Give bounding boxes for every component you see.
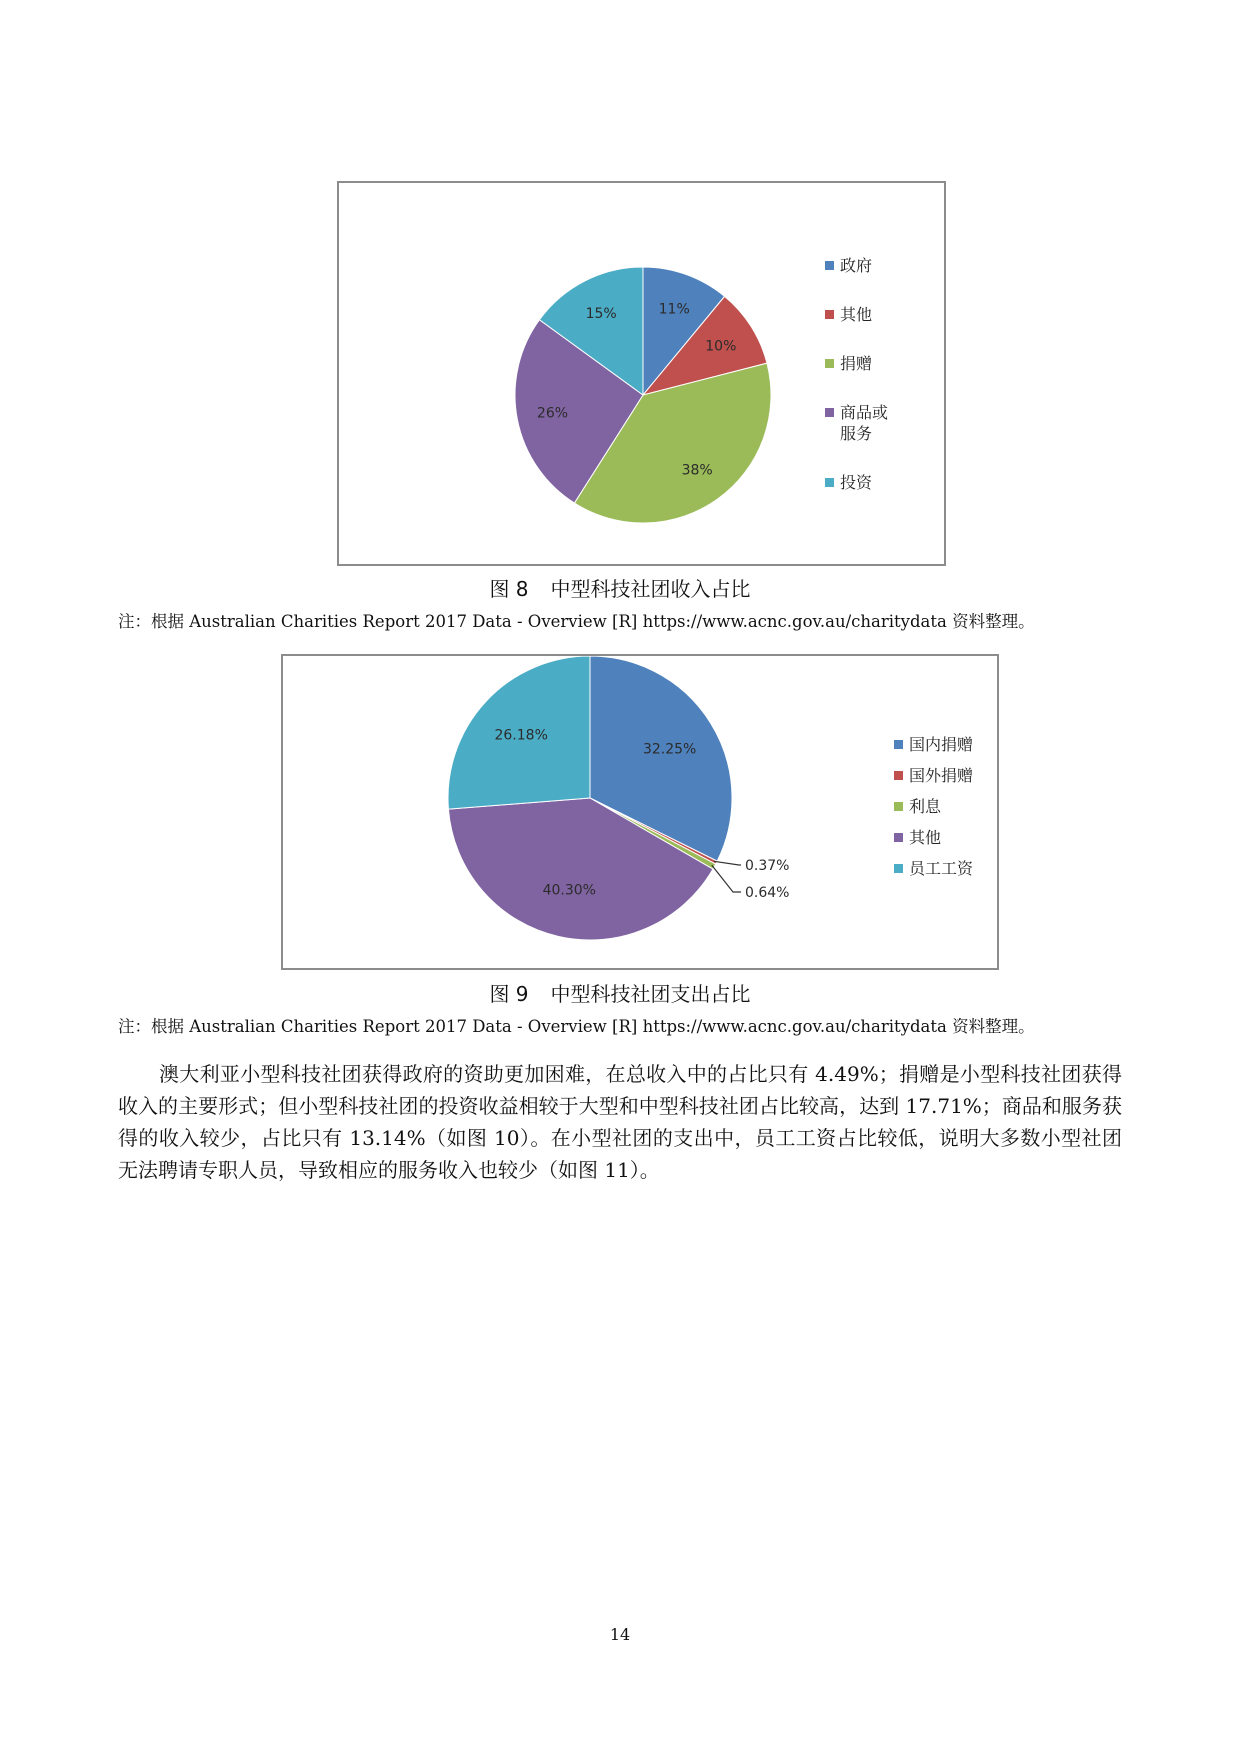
legend-swatch-9-1 [894, 771, 903, 780]
legend-label-8-0: 政府 [840, 256, 873, 275]
figure-8-note: 注：根据 Australian Charities Report 2017 Data - Overview [R] https://www.acnc.gov.au/charitydata 资料整理。 [118, 612, 1035, 631]
legend-swatch-8-4 [825, 478, 834, 487]
figure-9-note: 注：根据 Australian Charities Report 2017 Data - Overview [R] https://www.acnc.gov.au/charitydata 资料整理。 [118, 1017, 1035, 1036]
legend-swatch-8-2 [825, 359, 834, 368]
leader-line-9-2 [712, 865, 741, 892]
expense-pie-svg [283, 656, 997, 968]
income-pie-chart [337, 181, 946, 566]
legend-label-8-1: 其他 [840, 305, 873, 324]
figure-9-number: 图 9 [489, 982, 529, 1006]
page-number: 14 [609, 1625, 631, 1644]
slice-label-9-0: 32.25% [642, 741, 697, 758]
slice-label-8-1: 10% [705, 338, 737, 355]
legend-label-9-3: 其他 [909, 828, 942, 847]
legend-label-8-3: 服务 [840, 424, 873, 443]
slice-label-9-1: 0.37% [745, 858, 790, 874]
slice-label-8-2: 38% [681, 462, 713, 479]
slice-label-8-4: 15% [585, 305, 617, 322]
legend-label-9-0: 国内捐赠 [909, 735, 974, 754]
figure-8-number: 图 8 [489, 577, 529, 601]
slice-label-9-3: 40.30% [542, 882, 596, 899]
body-paragraph: 澳大利亚小型科技社团获得政府的资助更加困难，在总收入中的占比只有 4.49%；捐赠是小型科技社团获得收入的主要形式；但小型科技社团的投资收益相较于大型和中型科技社团占比较高，达到 17.71%；商品和服务获得的收入较少，占比只有 13.14%（如图 10）。在小型社团的支出中，员工工资占比较低，说明大多数小型社团无法聘请专职人员，导致相应的服务收入也较少（如图 11）。 [118, 1062, 1122, 1182]
legend-label-8-4: 投资 [840, 473, 873, 492]
legend-swatch-9-0 [894, 740, 903, 749]
legend-swatch-9-2 [894, 802, 903, 811]
slice-label-9-4: 26.18% [494, 727, 548, 744]
legend-swatch-8-1 [825, 310, 834, 319]
legend-swatch-8-0 [825, 261, 834, 270]
legend-label-8-2: 捐赠 [840, 354, 873, 373]
legend-swatch-8-3 [825, 408, 834, 417]
slice-label-8-3: 26% [536, 405, 569, 422]
legend-label-8-3: 商品或 [840, 403, 889, 422]
legend-label-9-4: 员工工资 [909, 859, 974, 878]
legend-label-9-1: 国外捐赠 [909, 766, 974, 785]
figure-9-title: 中型科技社团支出占比 [550, 982, 751, 1006]
figure-9-caption [0, 978, 1240, 1007]
slice-label-8-0: 11% [658, 301, 690, 318]
leader-line-9-1 [714, 861, 741, 865]
expense-pie-chart [281, 654, 999, 970]
slice-label-9-2: 0.64% [745, 885, 790, 901]
figure-8-caption [0, 573, 1240, 602]
legend-swatch-9-3 [894, 833, 903, 842]
figure-8-title: 中型科技社团收入占比 [550, 577, 751, 601]
legend-swatch-9-4 [894, 864, 903, 873]
income-pie-svg [339, 183, 944, 564]
legend-label-9-2: 利息 [909, 797, 942, 816]
